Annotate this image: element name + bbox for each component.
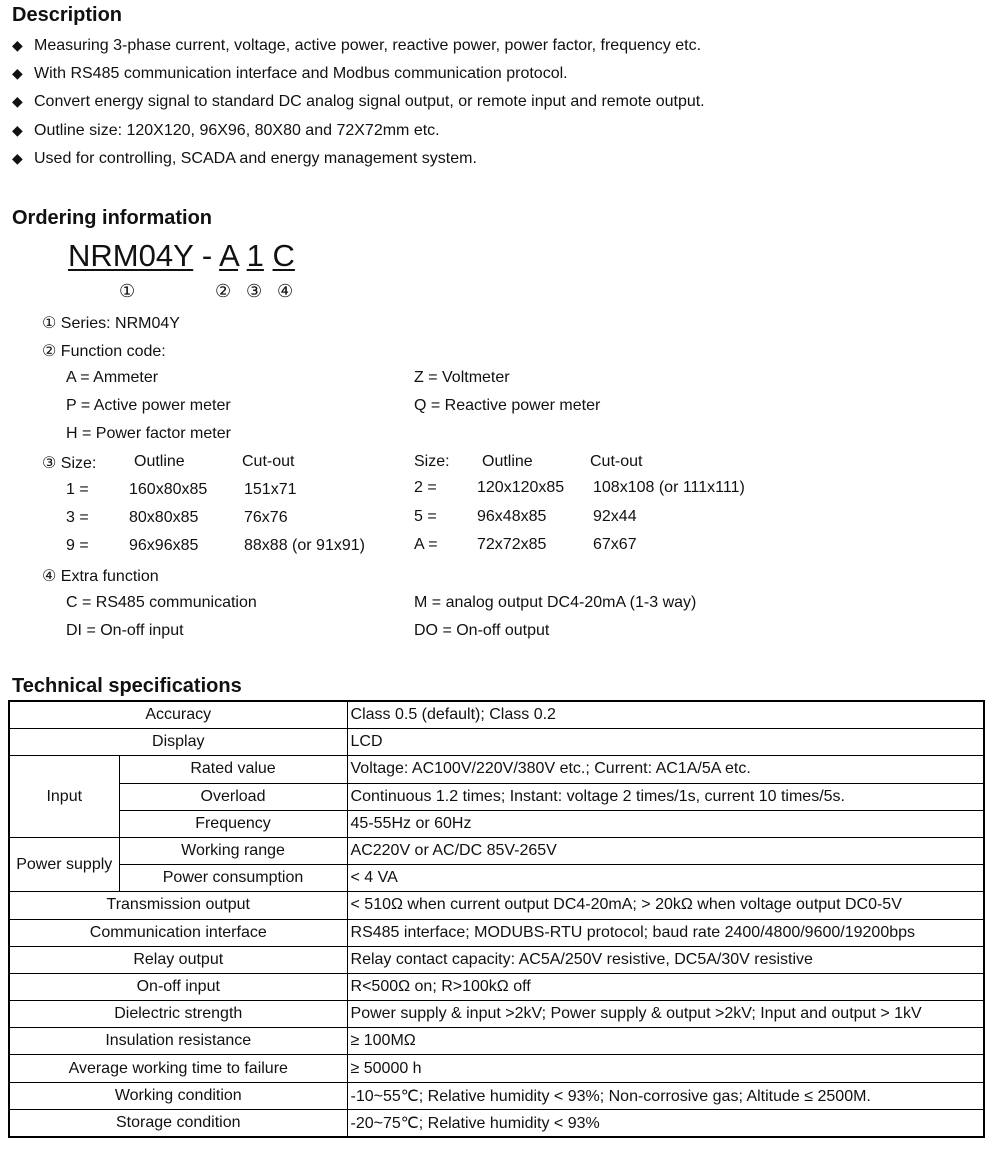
spec-label: Frequency bbox=[119, 810, 347, 837]
description-text: Outline size: 120X120, 96X96, 80X80 and 72X72mm etc. bbox=[34, 122, 440, 139]
model-extra: C bbox=[272, 238, 295, 273]
spec-value: 45-55Hz or 60Hz bbox=[347, 810, 984, 837]
size-heading-right: Size: bbox=[414, 453, 450, 470]
size-cutout: 151x71 bbox=[244, 481, 297, 498]
bullet-diamond-icon: ◆ bbox=[12, 122, 23, 138]
spec-label: Average working time to failure bbox=[9, 1055, 347, 1082]
description-text: Measuring 3-phase current, voltage, active power, reactive power, power factor, frequency etc. bbox=[34, 37, 702, 54]
spec-label: Power consumption bbox=[119, 865, 347, 892]
specs-heading: Technical specifications bbox=[12, 675, 242, 697]
size-outline: 160x80x85 bbox=[129, 481, 208, 498]
function-q: Q = Reactive power meter bbox=[414, 397, 601, 414]
extra-do: DO = On-off output bbox=[414, 622, 550, 639]
table-row bbox=[9, 1082, 984, 1109]
size-code: 5 = bbox=[414, 508, 437, 525]
function-a: A = Ammeter bbox=[66, 369, 159, 386]
marker-2: ② bbox=[215, 281, 232, 301]
spec-value: AC220V or AC/DC 85V-265V bbox=[347, 837, 984, 864]
bullet-diamond-icon: ◆ bbox=[12, 65, 23, 81]
size-heading: ③ Size: bbox=[42, 455, 97, 472]
description-text: Used for controlling, SCADA and energy management system. bbox=[34, 150, 477, 167]
table-row bbox=[9, 729, 984, 756]
spec-label: Storage condition bbox=[9, 1109, 347, 1137]
ordering-heading: Ordering information bbox=[12, 207, 212, 229]
marker-4: ④ bbox=[277, 281, 294, 301]
table-row bbox=[9, 919, 984, 946]
spec-label: Communication interface bbox=[9, 919, 347, 946]
size-outline: 72x72x85 bbox=[477, 536, 547, 553]
spec-value: LCD bbox=[347, 729, 984, 756]
model-code bbox=[68, 238, 295, 274]
size-cutout: 67x67 bbox=[593, 536, 637, 553]
spec-label: Display bbox=[9, 729, 347, 756]
function-p: P = Active power meter bbox=[66, 397, 231, 414]
spec-value: Continuous 1.2 times; Instant: voltage 2 times/1s, current 10 times/5s. bbox=[347, 783, 984, 810]
size-cutout: 92x44 bbox=[593, 508, 637, 525]
spec-value: Relay contact capacity: AC5A/250V resistive, DC5A/30V resistive bbox=[347, 946, 984, 973]
description-heading: Description bbox=[12, 4, 123, 26]
spec-label: Relay output bbox=[9, 946, 347, 973]
table-row bbox=[9, 837, 984, 864]
spec-label: On-off input bbox=[9, 973, 347, 1000]
spec-value: ≥ 50000 h bbox=[347, 1055, 984, 1082]
extra-di: DI = On-off input bbox=[66, 622, 184, 639]
extra-c: C = RS485 communication bbox=[66, 594, 257, 611]
bullet-diamond-icon: ◆ bbox=[12, 150, 23, 166]
table-row bbox=[9, 1109, 984, 1137]
model-dash: - bbox=[201, 238, 213, 273]
spec-label: Dielectric strength bbox=[9, 1001, 347, 1028]
table-row bbox=[9, 973, 984, 1000]
size-code: 3 = bbox=[66, 509, 89, 526]
description-item bbox=[12, 65, 568, 83]
cutout-heading: Cut-out bbox=[242, 453, 295, 470]
spec-label: Working condition bbox=[9, 1082, 347, 1109]
spec-value: R<500Ω on; R>100kΩ off bbox=[347, 973, 984, 1000]
table-row bbox=[9, 1055, 984, 1082]
description-text: Convert energy signal to standard DC analog signal output, or remote input and remote output. bbox=[34, 93, 705, 110]
table-row bbox=[9, 892, 984, 919]
size-outline: 80x80x85 bbox=[129, 509, 199, 526]
table-row bbox=[9, 810, 984, 837]
spec-value: ≥ 100MΩ bbox=[347, 1028, 984, 1055]
spec-value: Class 0.5 (default); Class 0.2 bbox=[347, 701, 984, 729]
table-row bbox=[9, 946, 984, 973]
extra-heading: ④ Extra function bbox=[42, 568, 159, 585]
spec-value: -10~55℃; Relative humidity < 93%; Non-corrosive gas; Altitude ≤ 2500M. bbox=[347, 1082, 984, 1109]
description-item bbox=[12, 150, 477, 168]
table-row bbox=[9, 756, 984, 783]
bullet-diamond-icon: ◆ bbox=[12, 93, 23, 109]
spec-value: < 510Ω when current output DC4-20mA; > 20kΩ when voltage output DC0-5V bbox=[347, 892, 984, 919]
table-row bbox=[9, 1028, 984, 1055]
description-item bbox=[12, 122, 440, 140]
outline-heading: Outline bbox=[134, 453, 185, 470]
size-outline: 120x120x85 bbox=[477, 479, 565, 496]
outline-heading-right: Outline bbox=[482, 453, 533, 470]
function-heading: ② Function code: bbox=[42, 343, 166, 360]
model-series: NRM04Y bbox=[68, 238, 194, 273]
table-row bbox=[9, 1001, 984, 1028]
size-cutout: 88x88 (or 91x91) bbox=[244, 537, 365, 554]
bullet-diamond-icon: ◆ bbox=[12, 37, 23, 53]
spec-label: Accuracy bbox=[9, 701, 347, 729]
size-outline: 96x48x85 bbox=[477, 508, 547, 525]
spec-label: Rated value bbox=[119, 756, 347, 783]
spec-group-label: Power supply bbox=[9, 837, 119, 891]
marker-3: ③ bbox=[246, 281, 263, 301]
marker-1: ① bbox=[119, 281, 136, 301]
size-code: A = bbox=[414, 536, 438, 553]
spec-label: Transmission output bbox=[9, 892, 347, 919]
extra-m: M = analog output DC4-20mA (1-3 way) bbox=[414, 594, 697, 611]
spec-value: < 4 VA bbox=[347, 865, 984, 892]
cutout-heading-right: Cut-out bbox=[590, 453, 643, 470]
model-size: 1 bbox=[246, 238, 264, 273]
size-cutout: 108x108 (or 111x111) bbox=[593, 479, 745, 496]
size-outline: 96x96x85 bbox=[129, 537, 199, 554]
spec-label: Insulation resistance bbox=[9, 1028, 347, 1055]
spec-value: -20~75℃; Relative humidity < 93% bbox=[347, 1109, 984, 1137]
specs-table bbox=[8, 700, 985, 1138]
size-code: 1 = bbox=[66, 481, 89, 498]
spec-value: Voltage: AC100V/220V/380V etc.; Current: AC1A/5A etc. bbox=[347, 756, 984, 783]
spec-label: Overload bbox=[119, 783, 347, 810]
table-row bbox=[9, 701, 984, 729]
table-row bbox=[9, 865, 984, 892]
description-item bbox=[12, 93, 705, 111]
table-row bbox=[9, 783, 984, 810]
size-code: 2 = bbox=[414, 479, 437, 496]
size-code: 9 = bbox=[66, 537, 89, 554]
description-item bbox=[12, 37, 701, 55]
model-function: A bbox=[219, 238, 239, 273]
spec-value: RS485 interface; MODUBS-RTU protocol; baud rate 2400/4800/9600/19200bps bbox=[347, 919, 984, 946]
description-text: With RS485 communication interface and Modbus communication protocol. bbox=[34, 65, 568, 82]
function-h: H = Power factor meter bbox=[66, 425, 231, 442]
series-line: ① Series: NRM04Y bbox=[42, 315, 180, 332]
size-cutout: 76x76 bbox=[244, 509, 288, 526]
function-z: Z = Voltmeter bbox=[414, 369, 510, 386]
spec-label: Working range bbox=[119, 837, 347, 864]
spec-value: Power supply & input >2kV; Power supply & output >2kV; Input and output > 1kV bbox=[347, 1001, 984, 1028]
spec-group-label: Input bbox=[9, 756, 119, 838]
